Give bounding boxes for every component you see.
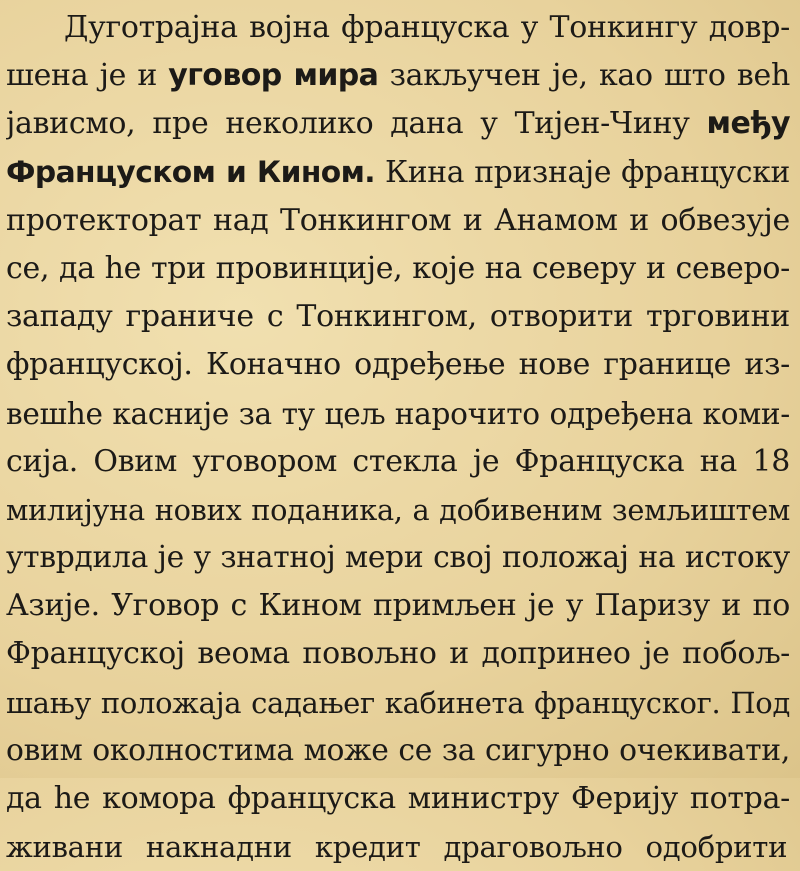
text-segment: протекторат над Тонкингом и Анамом и обвезује (6, 202, 790, 238)
text-line (6, 582, 790, 630)
text-line (6, 775, 790, 823)
text-segment: шена је и (6, 58, 169, 94)
text-segment: сија. Овим уговором стекла је Француска на 18 (6, 443, 790, 479)
text-line (6, 4, 790, 52)
text-segment: Француској веома повољно и допринео је побољ- (6, 636, 790, 672)
text-segment: јависмо, пре неколико дана у Тијен-Чину (6, 106, 707, 142)
text-segment: Азије. Уговор с Кином примљен је у Паризу и по (6, 588, 790, 624)
text-line (6, 486, 790, 534)
text-line (6, 149, 790, 197)
text-line (6, 293, 790, 341)
text-line (6, 727, 790, 775)
text-segment: Кина признаје француски (375, 154, 790, 190)
text-line (6, 679, 790, 727)
text-line (6, 534, 790, 582)
text-line (6, 438, 790, 486)
text-line (6, 390, 790, 438)
text-line (6, 823, 790, 871)
text-segment: француској. Коначно одређење нове границе из- (6, 347, 790, 383)
text-line (6, 197, 790, 245)
text-segment: живани накнадни кредит драговољно одобрити (6, 830, 788, 865)
text-segment: утврдила је у знатној мери свој положај на истоку (6, 540, 790, 576)
text-line (6, 341, 790, 389)
text-segment: закључен је, као што веһ (378, 58, 790, 94)
bold-phrase: уговор мира (168, 58, 379, 94)
text-line (6, 100, 790, 148)
text-segment: шању положаја садањег кабинета француског. Под (6, 685, 790, 720)
text-segment: западу граниче с Тонкингом, отворити трговини (6, 299, 790, 335)
text-segment: вешһе касније за ту цељ нарочито одређена коми- (6, 396, 790, 431)
bold-phrase: међу (706, 106, 790, 142)
text-segment: овим околностима може се за сигурно очекивати, (6, 732, 790, 768)
text-line (6, 630, 790, 678)
text-line (6, 245, 790, 293)
text-line (6, 52, 790, 100)
bold-phrase: Француском и Кином. (6, 154, 375, 190)
text-segment: се, да һе три провинције, које на северу и северо- (6, 250, 790, 286)
text-segment: милијуна нових поданика, а добивеним земљиштем (6, 492, 790, 527)
text-segment: да һе комора француска министру Ферију потра- (6, 781, 790, 816)
text-segment: Дуготрајна војна француска у Тонкингу довр- (64, 10, 790, 45)
